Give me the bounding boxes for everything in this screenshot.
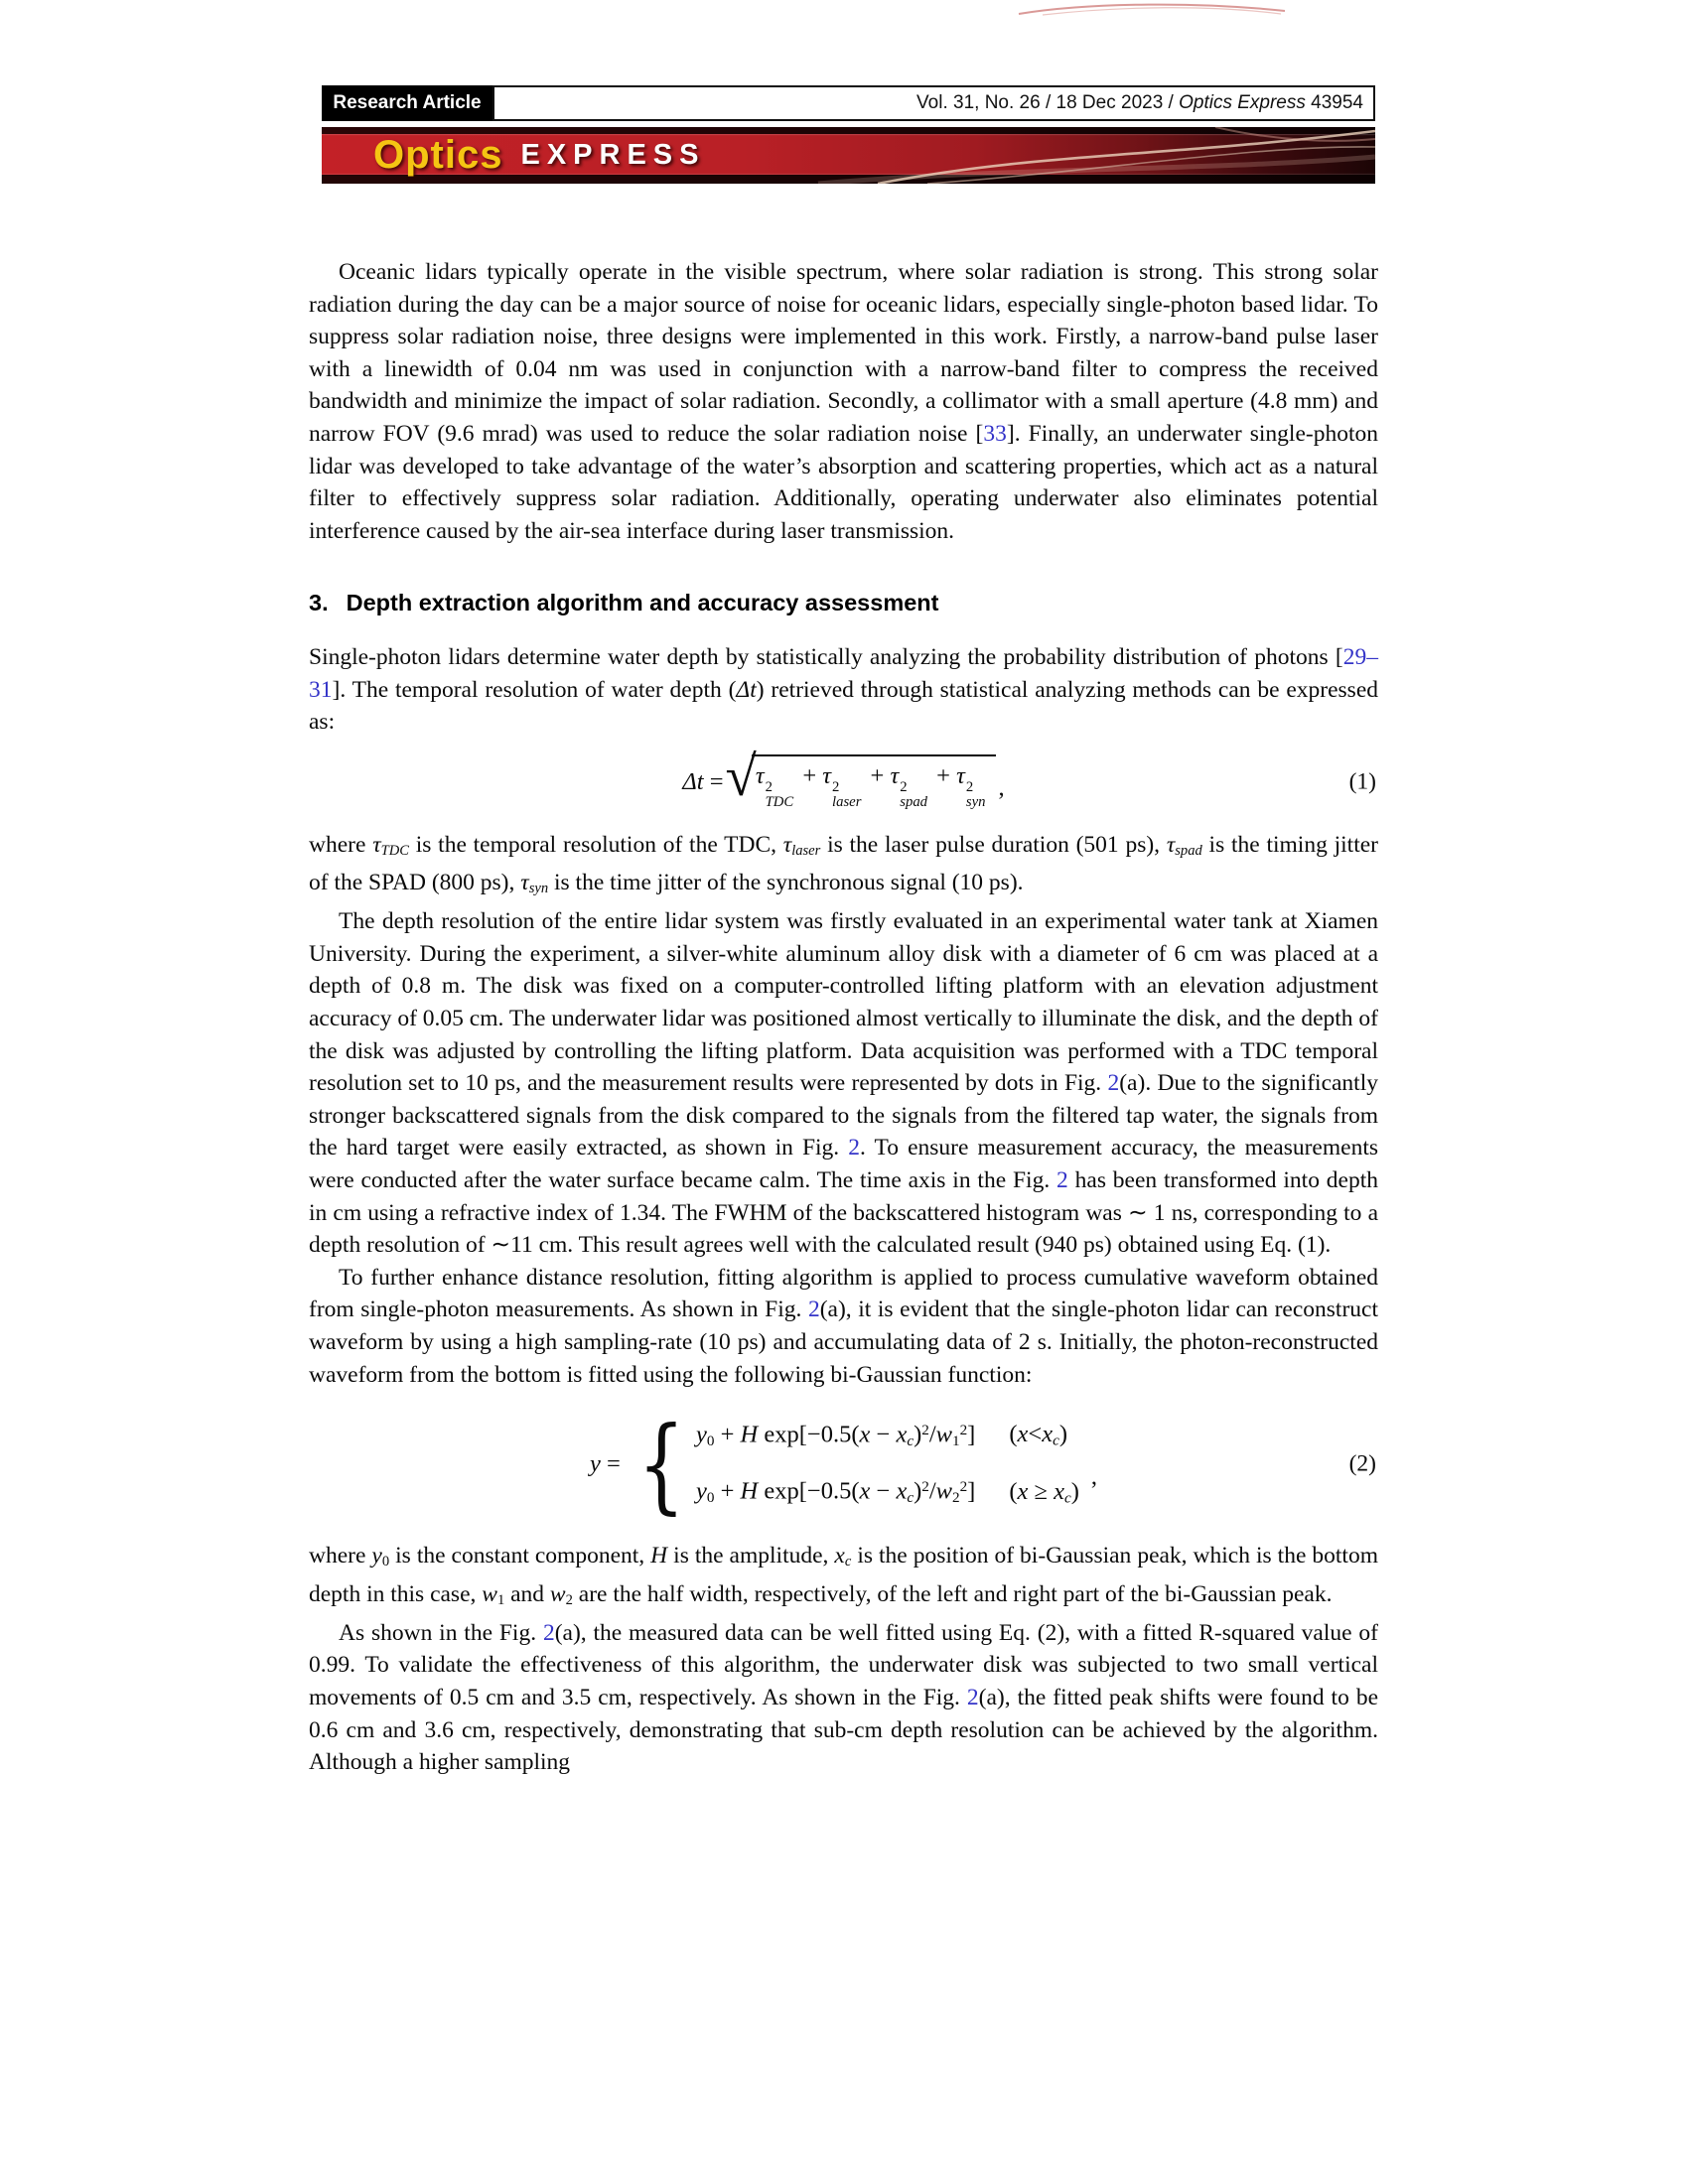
equation-2-lhs [590,1448,621,1481]
text-run: laser [791,842,821,859]
text-run: 2 [951,1489,960,1507]
case-expression [696,1415,975,1458]
text-run: H [650,1543,668,1570]
text-run: w [482,1580,497,1607]
text-run: x [1017,1421,1029,1448]
paragraph-symbol-definitions-eq1 [309,829,1378,906]
paragraph-fitting-intro [309,1262,1378,1391]
text-run: . To ensure measurement accuracy, the measurements were conducted after the water surface became calm. The time axis in the Fig. [309,1135,1378,1194]
text-run: and [504,1580,550,1607]
text-run: Δt [682,767,704,795]
text-run: c [907,1489,914,1507]
journal-citation [916,92,1363,114]
text-run: + [714,1477,741,1505]
text-run: ] [967,1421,976,1448]
paragraph-temporal-resolution [309,641,1378,739]
text-run: (a), it is evident that the single-photon lidar can reconstruct waveform by using a high sampling-rate (10 ps) and accumulating data of 2 s. Initially, the photon-reconstructed waveform from the bottom is fitted using the following bi-Gaussian function: [309,1297,1378,1388]
text-run: is the position of bi-Gaussian peak, which is the bottom depth in this case, [309,1543,1378,1607]
text-run: is the timing jitter of the SPAD (800 ps), [309,831,1378,896]
text-run: 2 [959,1421,968,1438]
equation-2-number: (2) [1348,1450,1376,1477]
section-title: Depth extraction algorithm and accuracy assessment [346,590,939,616]
text-run: / [928,1477,936,1505]
text-run: w [549,1580,566,1607]
header-bar [322,85,1375,121]
text-run: ] [967,1477,976,1505]
superscript: 2 [900,778,908,795]
article-type-label: Research Article [333,92,482,113]
express-wordmark: EXPRESS [520,138,706,171]
journal-citation-box [492,85,1375,121]
script-stack [900,780,927,811]
figure-link-2[interactable]: 2 [542,1619,555,1646]
text-run: ( [1009,1421,1018,1448]
case-row-1 [696,1415,1079,1458]
superscript: 2 [965,778,974,795]
text-run: 2 [959,1478,968,1496]
text-run: (a), the measured data can be well fitted using Eq. (2), with a fitted R-squared value of 0.99. To validate the effectiveness of this algorithm, the underwater disk was subjected to two small vertical movements of 0.5 cm and 3.5 cm, respectively. As shown in the Fig. [309,1619,1378,1710]
script-stack [766,780,794,811]
text-run: exp[−0.5( [758,1477,860,1505]
paragraph-validation [309,1617,1378,1779]
text-run: c [1063,1489,1071,1507]
text-run: H [740,1477,759,1505]
script-stack [966,780,986,811]
text-run: As shown in the Fig. [339,1619,543,1646]
radical-sign-icon: √ [725,745,757,808]
text-run: 2 [921,1478,929,1496]
text-run: c [1053,1432,1059,1449]
subscript: laser [832,794,862,811]
text-run: τ [890,761,900,789]
subscript: TDC [765,794,794,811]
paragraph-tank-experiment [309,905,1378,1262]
superscript: 2 [765,778,773,795]
text-run: where [309,831,373,858]
text-run: x [859,1421,871,1448]
paragraph-symbol-definitions-eq2 [309,1540,1378,1617]
text-run: τ [782,831,792,858]
text-run: < [1028,1421,1043,1448]
text-run: y [589,1449,601,1477]
text-run: has been transformed into depth in cm using a refractive index of 1.34. The FWHM of the backscattered histogram was ∼ 1 ns, corresponding to a depth resolution of ∼11 cm. This result agrees well with the calculated result (940 ps) obtained using Eq. (1). [309,1167,1379,1259]
text-run: Vol. 31, No. 26 / 18 Dec 2023 / [916,92,1180,113]
figure-link-2[interactable]: 2 [848,1135,861,1161]
text-run: 1 [951,1432,960,1449]
text-run: + [864,761,891,789]
text-run: (a). Due to the significantly stronger backscattered signals from the disk compared to the signals from the filtered tap water, the signals from the hard target were easily extracted, as shown in Fig. [309,1070,1378,1161]
text-run: τ [372,831,381,858]
text-run: + [796,761,823,789]
text-run: exp[−0.5( [758,1421,860,1448]
case-condition [1009,1419,1067,1457]
text-run: 2 [565,1592,573,1609]
figure-link-2[interactable]: 2 [1056,1167,1068,1194]
journal-wordmark [373,134,705,176]
figure-link-2[interactable]: 2 [1107,1070,1120,1097]
text-run: y [695,1421,707,1448]
text-run: y [371,1543,382,1570]
equation-2-cases [696,1415,1079,1515]
text-run: y [695,1477,707,1505]
script-stack [832,780,861,811]
section-heading [309,587,1378,619]
equation-1-radicand [752,754,997,811]
journal-banner [322,127,1375,184]
text-run: ]. Finally, an underwater single-photon lidar was developed to take advantage of the water’s absorption and scattering properties, which act as a natural filter to effectively suppress solar radiation. Additionally, operating underwater also eliminates potential interference caused by the air-sea interface during laser transmission. [309,420,1378,544]
text-run: 0 [706,1432,715,1449]
top-edge-decoration [1013,0,1291,16]
text-run: is the amplitude, [667,1543,835,1570]
text-run: = [600,1449,621,1477]
text-run: − [870,1477,897,1505]
text-run: H [740,1421,759,1448]
text-run: is the temporal resolution of the TDC, [408,831,783,858]
text-run: / [928,1421,936,1448]
text-run: ) [914,1421,922,1448]
superscript: 2 [832,778,840,795]
text-run: The depth resolution of the entire lidar system was firstly evaluated in an experimental water tank at Xiamen University. During the experiment, a silver-white aluminum alloy disk with a diameter of 6 cm was placed at a depth of 0.8 m. The disk was fixed on a computer-controlled lifting platform with an elevation adjustment accuracy of 0.05 cm. The underwater lidar was positioned almost vertically to illuminate the disk, and the depth of the disk was adjusted by controlling the lifting platform. Data acquisition was performed with a TDC temporal resolution set to 10 ps, and the measurement results were represented by dots in Fig. [309,908,1378,1097]
equation-2 [309,1404,1378,1526]
text-run: ) [1058,1421,1068,1448]
citation-link-29-31[interactable]: 29–31 [309,643,1378,703]
text-run: is the time jitter of the synchronous signal (10 ps). [548,870,1024,896]
optics-wordmark: Optics [373,132,503,177]
case-condition [1009,1476,1079,1515]
subscript: spad [900,794,928,811]
text-run: x [834,1543,845,1570]
radical [725,745,997,811]
text-run: x [1042,1421,1054,1448]
cases-brace: { [637,1404,685,1526]
text-run: is the laser pulse duration (501 ps), [820,831,1167,858]
figure-link-2[interactable]: 2 [966,1684,979,1710]
text-run: x [1054,1477,1064,1505]
text-run: To further enhance distance resolution, fitting algorithm is applied to process cumulative waveform obtained from single-photon measurements. As shown in Fig. [309,1264,1378,1323]
text-run: Single-photon lidars determine water depth by statistically analyzing the probability distribution of photons [ [309,643,1343,670]
text-run: x [896,1477,908,1505]
text-run: τ [822,761,832,789]
text-run: x [1017,1477,1029,1505]
text-run: τ [956,761,965,789]
section-number: 3. [309,590,329,616]
article-type-badge [322,85,492,121]
text-run: (a), the fitted peak shifts were found to be 0.6 cm and 3.6 cm, respectively, demonstrating that sub-cm depth resolution can be achieved by the algorithm. Although a higher sampling [309,1684,1378,1776]
text-run: Δt [736,676,757,703]
text-run: ) [914,1477,922,1505]
case-row-2 [696,1471,1079,1515]
subscript: syn [965,794,986,811]
text-run: where [309,1543,372,1570]
text-run: = [703,767,724,795]
case-expression [696,1471,975,1515]
text-run: c [907,1432,914,1449]
text-run: 0 [706,1489,715,1507]
text-run: x [896,1421,908,1448]
paragraph-solar-noise [309,256,1378,547]
citation-link-33[interactable]: 33 [983,420,1007,447]
text-run: syn [528,881,549,897]
text-run: + [714,1421,741,1448]
equation-1 [309,745,1378,811]
text-run: is the constant component, [389,1543,651,1570]
text-run: 0 [381,1554,390,1570]
text-run: + [930,761,957,789]
text-run: Optics Express [1179,92,1306,113]
equation-2-body [589,1404,1098,1526]
text-run: τ [520,870,529,896]
equation-1-trailing-comma: , [998,774,1005,802]
text-run: − [870,1421,897,1448]
text-run: τ [755,761,765,789]
text-run: 1 [496,1592,505,1609]
text-run: w [935,1477,952,1505]
equation-2-trailing-comma: , [1090,1462,1098,1490]
text-run: 43954 [1305,92,1363,113]
text-run: Oceanic lidars typically operate in the visible spectrum, where solar radiation is strong. This strong solar radiation during the day can be a major source of noise for oceanic lidars, especially single-photon based lidar. To suppress solar radiation noise, three designs were implemented in this work. Firstly, a narrow-band pulse laser with a linewidth of 0.04 nm was used in conjunction with a narrow-band filter to compress the received bandwidth and minimize the impact of solar radiation. Secondly, a collimator with a small aperture (4.8 mm) and narrow FOV (9.6 mrad) was used to reduce the solar radiation noise [ [309,259,1378,447]
text-run: ) [1070,1477,1079,1505]
text-run: spad [1175,842,1202,859]
equation-1-number: (1) [1348,768,1376,795]
figure-link-2[interactable]: 2 [807,1297,820,1323]
text-run: ]. The temporal resolution of water depth ( [332,676,737,703]
text-run: w [935,1421,952,1448]
text-run: are the half width, respectively, of the left and right part of the bi-Gaussian peak. [572,1580,1333,1607]
equation-1-body [682,745,1005,811]
text-run: ( [1009,1477,1018,1505]
text-run: TDC [380,842,409,859]
text-run: τ [1166,831,1176,858]
text-run: ) retrieved through statistical analyzing methods can be expressed as: [309,676,1378,736]
equation-1-lhs [682,766,723,799]
text-run: 2 [921,1421,929,1438]
text-run: c [844,1554,852,1570]
text-run: ≥ [1028,1477,1055,1505]
article-body [309,256,1378,1779]
text-run: x [859,1477,871,1505]
